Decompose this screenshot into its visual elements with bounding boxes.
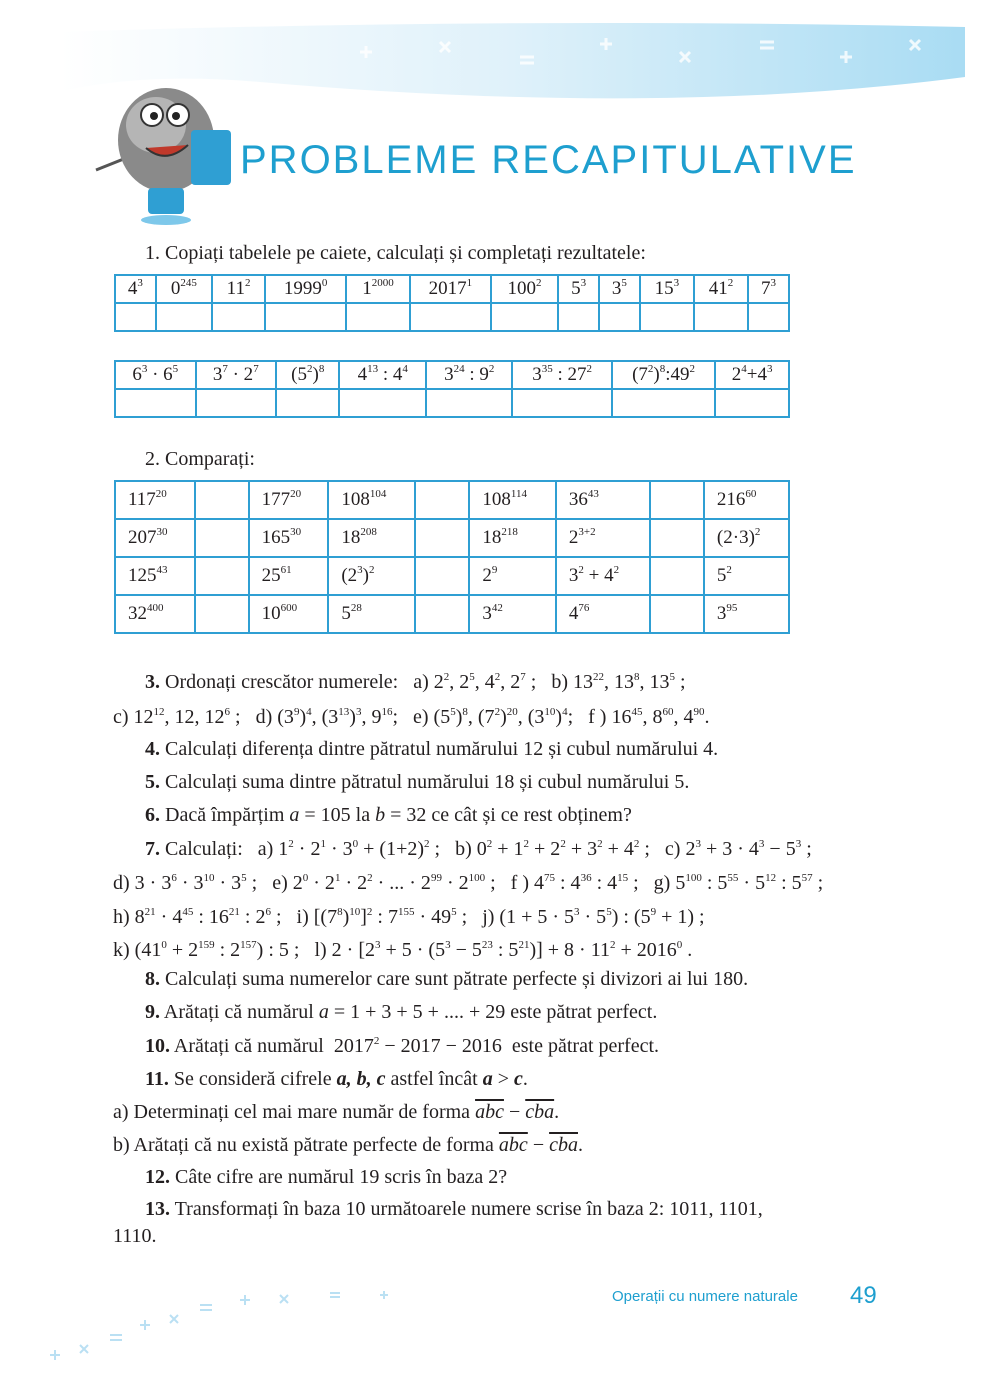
cell: $6^3 \cdot 6^5$ [115, 361, 196, 389]
problem-7b: d) $3 \cdot 3^6 \cdot 3^{10} \cdot 3^5$ ; e) $2^0 \cdot 2^1 \cdot 2^2$ · ... · $2^{99} \cdot 2^{100}$ ; f ) $4^{75}$ : $4^{36}$ : $4^{15}$ ; g) $5^{100}$ : $5^{55} \cdot 5^{12}$ : $5^{57}$ ; [113, 872, 824, 894]
problem-13-cont: 1110. [113, 1225, 157, 1247]
problem-7d: k) ($41^0 + 2^{159}$ : $2^{157}$) : 5 ; l) $2 \cdot [2^3 + 5 \cdot (5^3 - 5^{23}$ : $5^{21})] + 8 \cdot 11^2 + 2016^0$ . [113, 939, 693, 961]
table-row [115, 361, 789, 389]
problem-7a: 7. Calculați: a) $1^2 \cdot 2^1 \cdot 3^0 + (1+2)^2$ ; b) $0^2 + 1^2 + 2^2 + 3^2 + 4^2$ ; c) $2^3 + 3 \cdot 4^3 - 5^3$ ; [145, 838, 812, 860]
lightbulb-mascot-icon [86, 70, 246, 230]
problem-6: 6. Dacă împărțim a = 105 la b = 32 ce cât și ce rest obținem? [145, 804, 632, 826]
problem-3b: c) $12^{12}$, 12, $12^6$ ; d) $(3^9)^4$, $(3^{13})^3$, $9^{16}$; e) $(5^5)^8$, $(7^2)^{20}$, $(3^{10})^4$; f ) $16^{45}$, $8^{60}$, $4^{90}$. [113, 706, 710, 728]
cell: 2017$^1$ [410, 275, 491, 303]
cell: $3^{35}$ : $27^2$ [512, 361, 611, 389]
table-row: $125^{43}$ $25^{61}$ $(2^3)^2$ $2^9$ $3^2 + 4^2$ $5^2$ [115, 557, 789, 595]
cell: $5^3$ [558, 275, 599, 303]
problem-4-text: Calculați diferența dintre pătratul numărului 12 și cubul numărului 4. [165, 738, 719, 760]
footer-decoration [40, 1275, 460, 1370]
cell: $41^2$ [694, 275, 748, 303]
table-row [115, 389, 789, 417]
problem-12: 12. Câte cifre are numărul 19 scris în baza 2? [145, 1166, 508, 1188]
problem-4: 4. Calculați diferența dintre pătratul numărului 12 și cubul numărului 4. [145, 738, 719, 760]
problem-3a: 3. Ordonați crescător numerele: a) $2^2$, $2^5$, $4^2$, $2^7$ ; b) $13^{22}$, $13^8$, $13^5$ ; [145, 671, 686, 693]
problem-1: 1. Copiați tabelele pe caiete, calculați și completați rezultatele: [145, 242, 646, 264]
problem-13: 13. Transformați în baza 10 următoarele numere scrise în baza 2: 1011, 1101, [145, 1198, 763, 1220]
cell: $100^2$ [491, 275, 558, 303]
cell: $3^7 \cdot 2^7$ [196, 361, 277, 389]
cell: $1^{2000}$ [346, 275, 410, 303]
table-row: $32^{400}$ $10^{600}$ $5^{28}$ $3^{42}$ $4^{76}$ $3^{95}$ [115, 595, 789, 633]
problem-11a: a) Determinați cel mai mare număr de forma $\overline{abc} - \overline{cba}$. [113, 1101, 560, 1123]
cell: $3^{24}$ : $9^2$ [426, 361, 513, 389]
table-powers-1 [114, 274, 790, 332]
table-row [115, 275, 789, 303]
table-row: $117^{20}$ $177^{20}$ $108^{104}$ $108^{114}$ $36^{43}$ $216^{60}$ [115, 481, 789, 519]
cell: $4^3$ [115, 275, 156, 303]
table-powers-2 [114, 360, 790, 418]
cell: $2^4+4^3$ [715, 361, 789, 389]
cell: $0^{245}$ [156, 275, 212, 303]
cell: $(5^2)^8$ [276, 361, 339, 389]
table-compare [114, 480, 790, 634]
problem-11: 11. Se consideră cifrele a, b, c astfel încât a > c. [145, 1068, 528, 1090]
problem-8: 8. Calculați suma numerelor care sunt pătrate perfecte și divizori ai lui 180. [145, 968, 749, 990]
problem-10: 10. Arătați că numărul $2017^2 - 2017 - 2016$ este pătrat perfect. [145, 1035, 660, 1057]
problem-9: 9. Arătați că numărul a = 1 + 3 + 5 + .... + 29 este pătrat perfect. [145, 1001, 658, 1023]
problem-5: 5. Calculați suma dintre pătratul numărului 18 și cubul numărului 5. [145, 771, 690, 793]
cell: $11^2$ [212, 275, 265, 303]
cell: $15^3$ [640, 275, 694, 303]
table-row: $207^{30}$ $165^{30}$ $18^{208}$ $18^{218}$ $2^{3+2}$ $(2\cdot 3)^2$ [115, 519, 789, 557]
cell: $4^{13}$ : $4^4$ [339, 361, 426, 389]
cell: 1999$^0$ [265, 275, 346, 303]
page-number: 49 [850, 1282, 877, 1309]
problem-11b: b) Arătați că nu există pătrate perfecte de forma $\overline{abc} - \overline{cba}$. [113, 1134, 583, 1156]
cell: $(7^2)^8:49^2$ [612, 361, 716, 389]
problem-7c: h) $8^{21} \cdot 4^{45}$ : $16^{21}$ : $2^6$ ; i) $[(7^8)^{10}]^2$ : $7^{155} \cdot 49^5$ ; j) $(1 + 5 \cdot 5^3 \cdot 5^5)$ : $(5^9 + 1)$ ; [113, 906, 705, 928]
footer-chapter: Operații cu numere naturale [612, 1288, 798, 1305]
page-title: PROBLEME RECAPITULATIVE [240, 138, 857, 182]
cell: $7^3$ [748, 275, 789, 303]
table-row [115, 303, 789, 331]
cell: $3^5$ [599, 275, 640, 303]
problem-2: 2. Comparați: [145, 448, 255, 470]
